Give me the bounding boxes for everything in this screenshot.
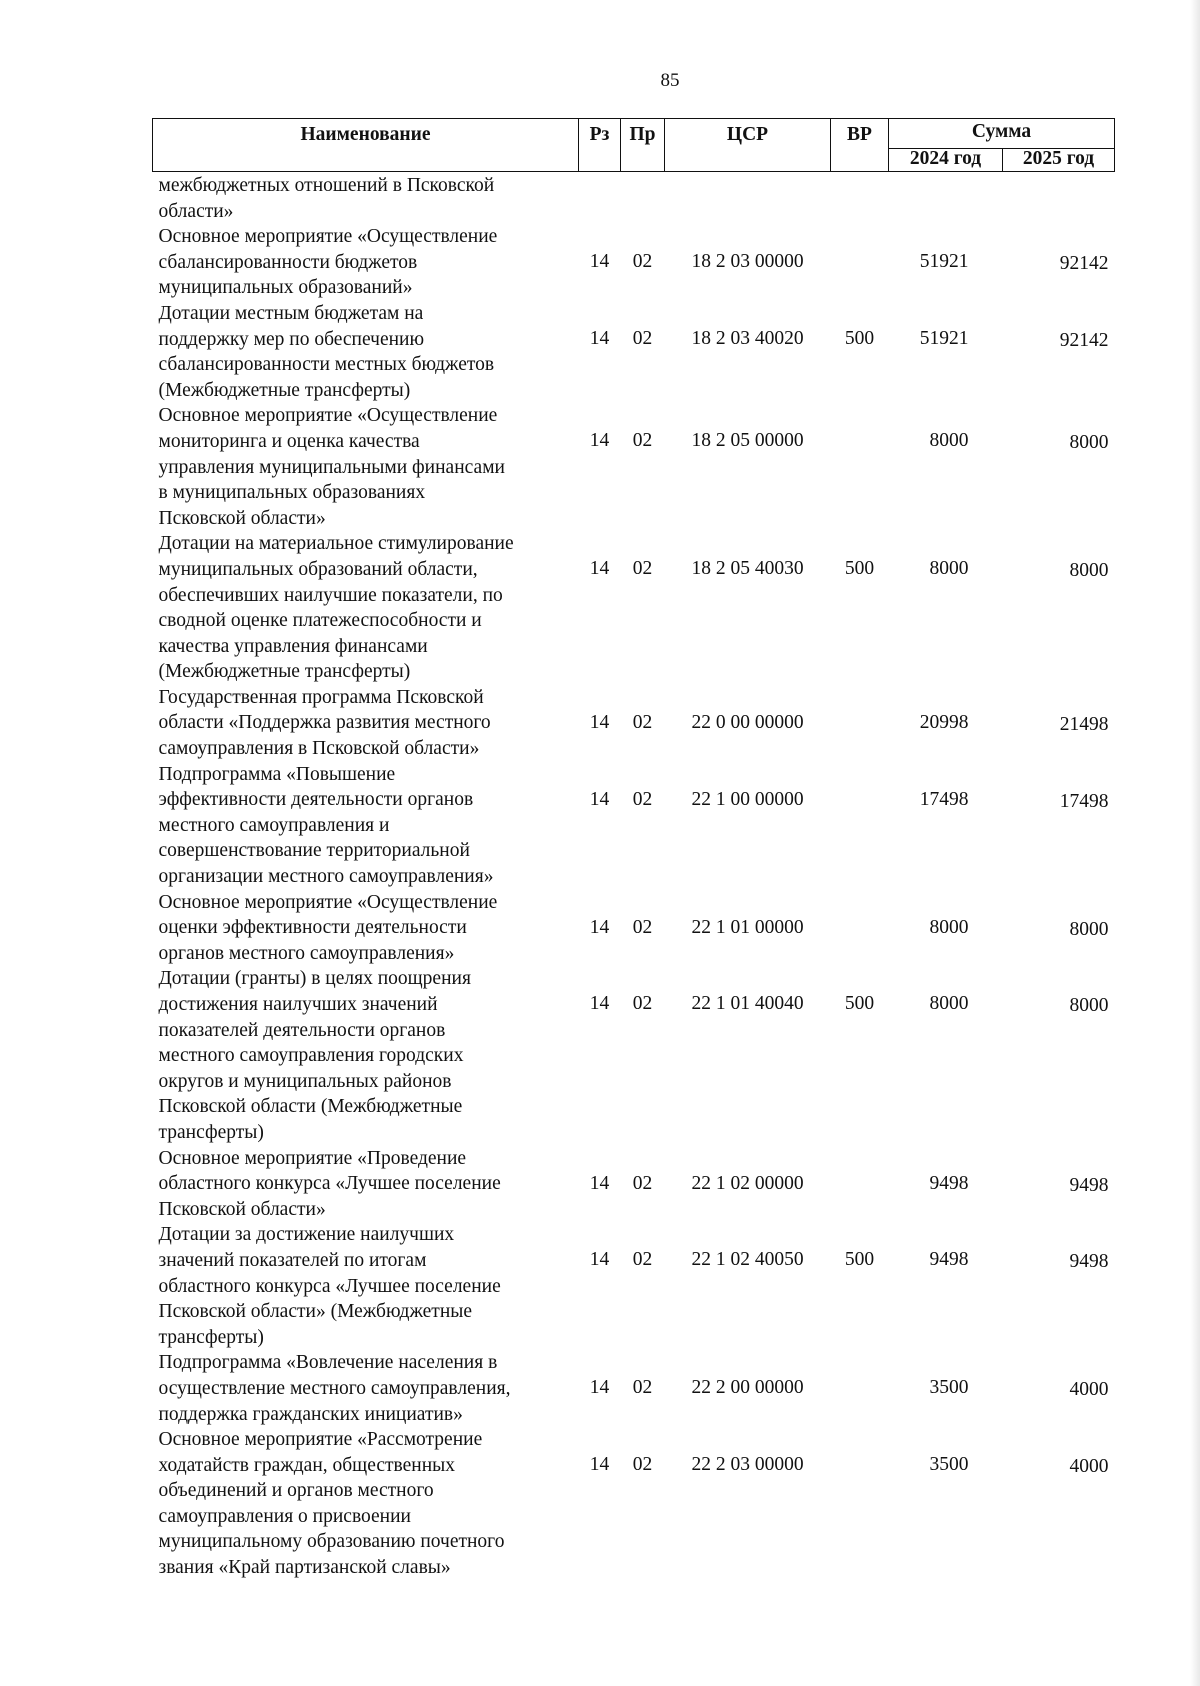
- header-vr: ВР: [831, 119, 889, 172]
- row-sum-2025-text: 4000: [1069, 1379, 1109, 1401]
- row-csr: [665, 403, 831, 531]
- row-csr: [665, 531, 831, 685]
- row-vr: [831, 172, 889, 225]
- row-name-text: межбюджетных отношений в Псковской области»: [158, 175, 495, 222]
- row-sum-2024-text: 51921: [919, 251, 969, 273]
- row-pr: [621, 531, 665, 685]
- row-name: [153, 762, 579, 890]
- row-csr: [665, 966, 831, 1145]
- row-rz-text: 14: [589, 1377, 610, 1399]
- row-csr: [665, 685, 831, 762]
- row-rz: [579, 224, 621, 301]
- row-csr-text: 22 1 02 40050: [691, 1249, 804, 1271]
- row-sum-2025: [1003, 1427, 1115, 1581]
- row-pr: [621, 1146, 665, 1223]
- row-sum-2025: [1003, 403, 1115, 531]
- row-vr: [831, 1350, 889, 1427]
- table-row: [153, 1350, 1115, 1427]
- row-sum-2025: [1003, 1350, 1115, 1427]
- table-row: [153, 531, 1115, 685]
- row-sum-2024-text: 8000: [929, 993, 969, 1015]
- row-rz: [579, 890, 621, 967]
- row-name-text: Дотации (гранты) в целях поощрения достижения наилучших значений показателей деятельности органов местного самоуправления городских округов и муниципальных районов Псковской области (Межбюджетные трансферты): [158, 968, 471, 1143]
- row-name-text: Основное мероприятие «Проведение областного конкурса «Лучшее поселение Псковской области»: [158, 1147, 501, 1220]
- row-sum-2025: [1003, 172, 1115, 225]
- row-csr: [665, 1222, 831, 1350]
- row-rz-text: 14: [589, 993, 610, 1015]
- row-name-text: Основное мероприятие «Осуществление мониторинга и оценка качества управления муниципальными финансами в муниципальных образованиях Псковской области»: [158, 405, 505, 529]
- row-vr-text: 500: [844, 558, 875, 580]
- row-rz: [579, 1146, 621, 1223]
- row-name: [153, 1427, 579, 1581]
- table-row: [153, 762, 1115, 890]
- table-row: [153, 966, 1115, 1145]
- table-row: [153, 301, 1115, 403]
- row-sum-2024-text: 20998: [919, 711, 969, 733]
- header-sum: Сумма: [889, 119, 1115, 149]
- row-pr-text: 02: [632, 327, 653, 349]
- row-vr: [831, 224, 889, 301]
- row-pr: [621, 1427, 665, 1581]
- row-pr-text: 02: [632, 916, 653, 938]
- row-vr: [831, 685, 889, 762]
- row-sum-2024-text: 9498: [929, 1172, 969, 1194]
- row-rz: [579, 301, 621, 403]
- row-name-text: Дотации местным бюджетам на поддержку мер по обеспечению сбалансированности местных бюджетов (Межбюджетные трансферты): [158, 302, 495, 401]
- row-vr: [831, 1146, 889, 1223]
- row-name-text: Подпрограмма «Вовлечение населения в осуществление местного самоуправления, поддержка гражданских инициатив»: [158, 1352, 511, 1425]
- row-sum-2024: [889, 762, 1003, 890]
- row-sum-2025: [1003, 301, 1115, 403]
- row-rz: [579, 1427, 621, 1581]
- row-name-text: Государственная программа Псковской области «Поддержка развития местного самоуправления в Псковской области»: [158, 686, 491, 760]
- row-rz-text: 14: [589, 558, 610, 580]
- row-vr: [831, 966, 889, 1145]
- row-pr-text: 02: [632, 430, 653, 452]
- row-vr: [831, 1427, 889, 1581]
- row-csr-text: 22 1 01 00000: [691, 916, 804, 938]
- row-sum-2025: [1003, 224, 1115, 301]
- row-sum-2024: [889, 1427, 1003, 1581]
- row-sum-2025-text: 92142: [1059, 253, 1109, 275]
- row-sum-2024-text: 51921: [919, 327, 969, 349]
- row-rz-text: 14: [589, 1249, 610, 1271]
- table-row: [153, 403, 1115, 531]
- row-name: [153, 224, 579, 301]
- row-sum-2025: [1003, 1222, 1115, 1350]
- row-sum-2025: [1003, 890, 1115, 967]
- row-sum-2024-text: 8000: [929, 558, 969, 580]
- row-name: [153, 403, 579, 531]
- row-sum-2024: [889, 531, 1003, 685]
- row-vr: [831, 531, 889, 685]
- row-csr-text: 22 1 02 00000: [691, 1172, 804, 1194]
- row-sum-2025-text: 8000: [1069, 560, 1109, 582]
- row-sum-2025: [1003, 531, 1115, 685]
- table-row: [153, 685, 1115, 762]
- row-pr: [621, 1350, 665, 1427]
- row-csr-text: 18 2 05 40030: [691, 558, 804, 580]
- row-rz-text: 14: [589, 788, 610, 810]
- row-sum-2025: [1003, 762, 1115, 890]
- table-row: [153, 890, 1115, 967]
- row-name: [153, 531, 579, 685]
- row-csr: [665, 762, 831, 890]
- row-name-text: Дотации за достижение наилучших значений показателей по итогам областного конкурса «Лучшее поселение Псковской области» (Межбюджетные трансферты): [158, 1224, 501, 1348]
- row-pr: [621, 1222, 665, 1350]
- row-sum-2024: [889, 1350, 1003, 1427]
- row-name: [153, 1146, 579, 1223]
- header-name: Наименование: [153, 119, 579, 172]
- row-rz: [579, 1222, 621, 1350]
- row-rz-text: 14: [589, 327, 610, 349]
- row-vr-text: 500: [844, 1249, 875, 1271]
- row-name: [153, 1350, 579, 1427]
- row-sum-2024: [889, 172, 1003, 225]
- row-rz: [579, 762, 621, 890]
- row-pr-text: 02: [632, 788, 653, 810]
- row-sum-2024: [889, 224, 1003, 301]
- row-name: [153, 301, 579, 403]
- header-csr: ЦСР: [665, 119, 831, 172]
- row-sum-2025-text: 8000: [1069, 918, 1109, 940]
- table-row: [153, 1222, 1115, 1350]
- row-rz-text: 14: [589, 916, 610, 938]
- row-vr-text: 500: [844, 327, 875, 349]
- row-csr: [665, 172, 831, 225]
- row-pr-text: 02: [632, 251, 653, 273]
- row-rz-text: 14: [589, 1172, 610, 1194]
- row-csr-text: 22 1 01 40040: [691, 993, 804, 1015]
- row-pr-text: 02: [632, 1377, 653, 1399]
- row-rz-text: 14: [589, 430, 610, 452]
- header-pr: Пр: [621, 119, 665, 172]
- header-year-2024: 2024 год: [889, 149, 1003, 172]
- row-pr: [621, 172, 665, 225]
- row-vr: [831, 890, 889, 967]
- row-sum-2025-text: 21498: [1059, 713, 1109, 735]
- budget-table: [152, 118, 1115, 1581]
- header-year-2025: 2025 год: [1003, 149, 1115, 172]
- row-name-text: Дотации на материальное стимулирование муниципальных образований области, обеспечивших наилучшие показатели, по сводной оценке платежеспособности и качества управления финансами (Межбюджетные трансферты): [158, 533, 514, 683]
- row-pr: [621, 403, 665, 531]
- row-csr-text: 18 2 05 00000: [691, 430, 804, 452]
- table-row: [153, 1146, 1115, 1223]
- scan-edge: [1190, 0, 1200, 1686]
- row-sum-2025: [1003, 966, 1115, 1145]
- row-name-text: Основное мероприятие «Осуществление оценки эффективности деятельности органов местного самоуправления»: [158, 891, 498, 964]
- row-csr: [665, 1427, 831, 1581]
- row-sum-2025-text: 8000: [1069, 995, 1109, 1017]
- row-pr-text: 02: [632, 1249, 653, 1271]
- row-pr-text: 02: [632, 1172, 653, 1194]
- row-name: [153, 890, 579, 967]
- row-name-text: Основное мероприятие «Рассмотрение ходатайств граждан, общественных объединений и органов местного самоуправления о присвоении муниципальному образованию почетного звания «Край партизанской славы»: [158, 1429, 505, 1579]
- row-sum-2025-text: 17498: [1059, 790, 1109, 812]
- row-name-text: Подпрограмма «Повышение эффективности деятельности органов местного самоуправления и совершенствование территориальной организации местного самоуправления»: [158, 763, 494, 888]
- row-pr: [621, 762, 665, 890]
- row-sum-2024: [889, 301, 1003, 403]
- table-row: [153, 1427, 1115, 1581]
- row-sum-2024-text: 3500: [929, 1454, 969, 1476]
- table-header: [153, 119, 1115, 172]
- row-sum-2024: [889, 403, 1003, 531]
- table-body: [153, 172, 1115, 1581]
- row-pr-text: 02: [632, 1454, 653, 1476]
- row-sum-2024: [889, 966, 1003, 1145]
- row-rz: [579, 172, 621, 225]
- row-csr: [665, 301, 831, 403]
- row-csr: [665, 224, 831, 301]
- row-vr: [831, 301, 889, 403]
- row-sum-2024: [889, 685, 1003, 762]
- row-rz-text: 14: [589, 251, 610, 273]
- row-rz: [579, 531, 621, 685]
- row-pr: [621, 301, 665, 403]
- row-rz: [579, 1350, 621, 1427]
- row-name: [153, 966, 579, 1145]
- row-csr: [665, 890, 831, 967]
- header-rz: Рз: [579, 119, 621, 172]
- row-name: [153, 685, 579, 762]
- row-csr-text: 22 1 00 00000: [691, 788, 804, 810]
- row-sum-2024: [889, 1222, 1003, 1350]
- row-pr-text: 02: [632, 558, 653, 580]
- row-rz: [579, 685, 621, 762]
- row-rz: [579, 403, 621, 531]
- row-csr-text: 22 0 00 00000: [691, 711, 804, 733]
- row-csr: [665, 1350, 831, 1427]
- row-csr-text: 22 2 00 00000: [691, 1377, 804, 1399]
- row-vr: [831, 1222, 889, 1350]
- row-pr: [621, 966, 665, 1145]
- row-sum-2024-text: 8000: [929, 916, 969, 938]
- row-sum-2025-text: 92142: [1059, 329, 1109, 351]
- row-pr: [621, 890, 665, 967]
- row-sum-2025-text: 9498: [1069, 1251, 1109, 1273]
- row-name: [153, 1222, 579, 1350]
- row-rz: [579, 966, 621, 1145]
- row-sum-2024: [889, 1146, 1003, 1223]
- row-pr-text: 02: [632, 993, 653, 1015]
- row-sum-2025: [1003, 685, 1115, 762]
- row-sum-2025-text: 9498: [1069, 1174, 1109, 1196]
- row-sum-2024-text: 17498: [919, 788, 969, 810]
- row-csr-text: 18 2 03 40020: [691, 327, 804, 349]
- row-pr: [621, 685, 665, 762]
- row-sum-2025: [1003, 1146, 1115, 1223]
- row-vr: [831, 762, 889, 890]
- row-sum-2024-text: 3500: [929, 1377, 969, 1399]
- row-name: [153, 172, 579, 225]
- row-csr-text: 18 2 03 00000: [691, 251, 804, 273]
- row-csr: [665, 1146, 831, 1223]
- row-sum-2025-text: 8000: [1069, 432, 1109, 454]
- row-name-text: Основное мероприятие «Осуществление сбалансированности бюджетов муниципальных образований»: [158, 226, 498, 299]
- row-pr: [621, 224, 665, 301]
- table-row: [153, 224, 1115, 301]
- page-number: 85: [660, 70, 680, 91]
- table-row: [153, 172, 1115, 225]
- row-sum-2024: [889, 890, 1003, 967]
- row-rz-text: 14: [589, 1454, 610, 1476]
- row-rz-text: 14: [589, 711, 610, 733]
- row-vr-text: 500: [844, 993, 875, 1015]
- row-sum-2024-text: 8000: [929, 430, 969, 452]
- row-vr: [831, 403, 889, 531]
- row-sum-2025-text: 4000: [1069, 1456, 1109, 1478]
- row-pr-text: 02: [632, 711, 653, 733]
- row-csr-text: 22 2 03 00000: [691, 1454, 804, 1476]
- row-sum-2024-text: 9498: [929, 1249, 969, 1271]
